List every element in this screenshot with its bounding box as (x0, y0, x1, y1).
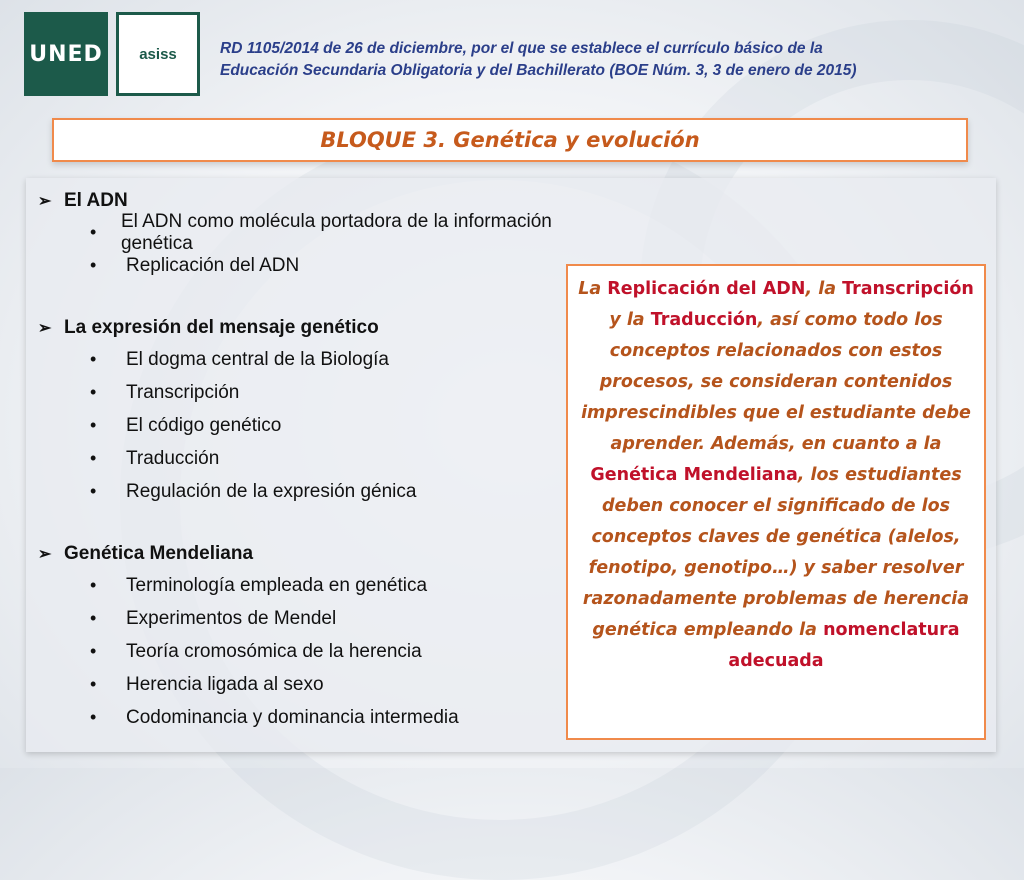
dot-bullet-icon: • (90, 255, 97, 275)
legal-reference (220, 38, 1010, 82)
section-heading-text: La expresión del mensaje genético (64, 317, 379, 338)
list-item (38, 701, 558, 734)
section-adn (38, 186, 558, 282)
note-highlight: Transcripción (842, 279, 974, 299)
list-item-text: Herencia ligada al sexo (126, 673, 324, 695)
uned-logo-text: UNED (29, 41, 103, 67)
section-items (38, 210, 558, 282)
section-heading-text: Genética Mendeliana (64, 543, 254, 564)
dot-bullet-icon: • (90, 641, 97, 661)
note-text: , los estudiantes deben conocer el significado de los conceptos claves de genética (alelos, fenotipo, genotipo…) y saber resolver razonadamente problemas de herencia genética empleando la (582, 465, 970, 640)
list-item (38, 409, 558, 442)
dot-bullet-icon: • (90, 415, 97, 435)
dot-bullet-icon: • (90, 448, 97, 468)
section-items (38, 569, 558, 734)
note-highlight: Traducción (650, 310, 758, 330)
topic-outline (38, 186, 558, 734)
block-title: BLOQUE 3. Genética y evolución (320, 128, 700, 152)
list-item (38, 442, 558, 475)
section-spacer (38, 508, 558, 539)
list-item (38, 569, 558, 602)
note-highlight: nomenclatura adecuada (728, 620, 960, 671)
dot-bullet-icon: • (90, 222, 97, 242)
asiss-logo-text: asiss (139, 45, 177, 63)
section-heading-text: El ADN (64, 190, 128, 211)
dot-bullet-icon: • (90, 575, 97, 595)
note-text: , la (805, 279, 843, 299)
curriculum-note (566, 264, 986, 740)
section-heading (38, 539, 558, 569)
dot-bullet-icon: • (90, 349, 97, 369)
list-item-text: Codominancia y dominancia intermedia (126, 706, 459, 728)
list-item (38, 475, 558, 508)
dot-bullet-icon: • (90, 707, 97, 727)
list-item-text: Transcripción (126, 381, 240, 403)
list-item-text: Replicación del ADN (126, 254, 300, 276)
dot-bullet-icon: • (90, 608, 97, 628)
note-text: y la (609, 310, 651, 330)
section-expresion (38, 313, 558, 508)
arrow-bullet-icon: ➢ (38, 320, 52, 337)
asiss-logo (116, 12, 200, 96)
dot-bullet-icon: • (90, 481, 97, 501)
list-item-text: El código genético (126, 414, 282, 436)
note-highlight: Replicación del ADN (607, 279, 806, 299)
section-heading (38, 313, 558, 343)
arrow-bullet-icon: ➢ (38, 546, 52, 563)
list-item-text: Experimentos de Mendel (126, 607, 337, 629)
note-highlight: Genética Mendeliana (590, 465, 798, 485)
legal-reference-line-2: Educación Secundaria Obligatoria y del Bachillerato (BOE Núm. 3, 3 de enero de 2015) (220, 62, 857, 79)
list-item-text: El ADN como molécula portadora de la información genética (120, 210, 552, 254)
note-text: La (578, 279, 608, 299)
list-item-text: Teoría cromosómica de la herencia (126, 640, 422, 662)
list-item (38, 602, 558, 635)
note-text: , así como todo los conceptos relacionados con estos procesos, se consideran contenidos imprescindibles que el estudiante debe aprender. Además, en cuanto a la (581, 310, 971, 454)
section-spacer (38, 282, 558, 313)
list-item (38, 635, 558, 668)
uned-logo (24, 12, 108, 96)
list-item (38, 210, 558, 254)
arrow-bullet-icon: ➢ (38, 193, 52, 210)
list-item (38, 668, 558, 701)
section-items (38, 343, 558, 508)
list-item-text: Regulación de la expresión génica (126, 480, 417, 502)
section-mendeliana (38, 539, 558, 734)
legal-reference-line-1: RD 1105/2014 de 26 de diciembre, por el que se establece el currículo básico de la (220, 40, 823, 57)
list-item (38, 376, 558, 409)
list-item-text: Traducción (126, 447, 220, 469)
list-item-text: Terminología empleada en genética (126, 574, 428, 596)
list-item-text: El dogma central de la Biología (126, 348, 389, 370)
block-title-box (52, 118, 968, 162)
list-item (38, 343, 558, 376)
dot-bullet-icon: • (90, 674, 97, 694)
dot-bullet-icon: • (90, 382, 97, 402)
